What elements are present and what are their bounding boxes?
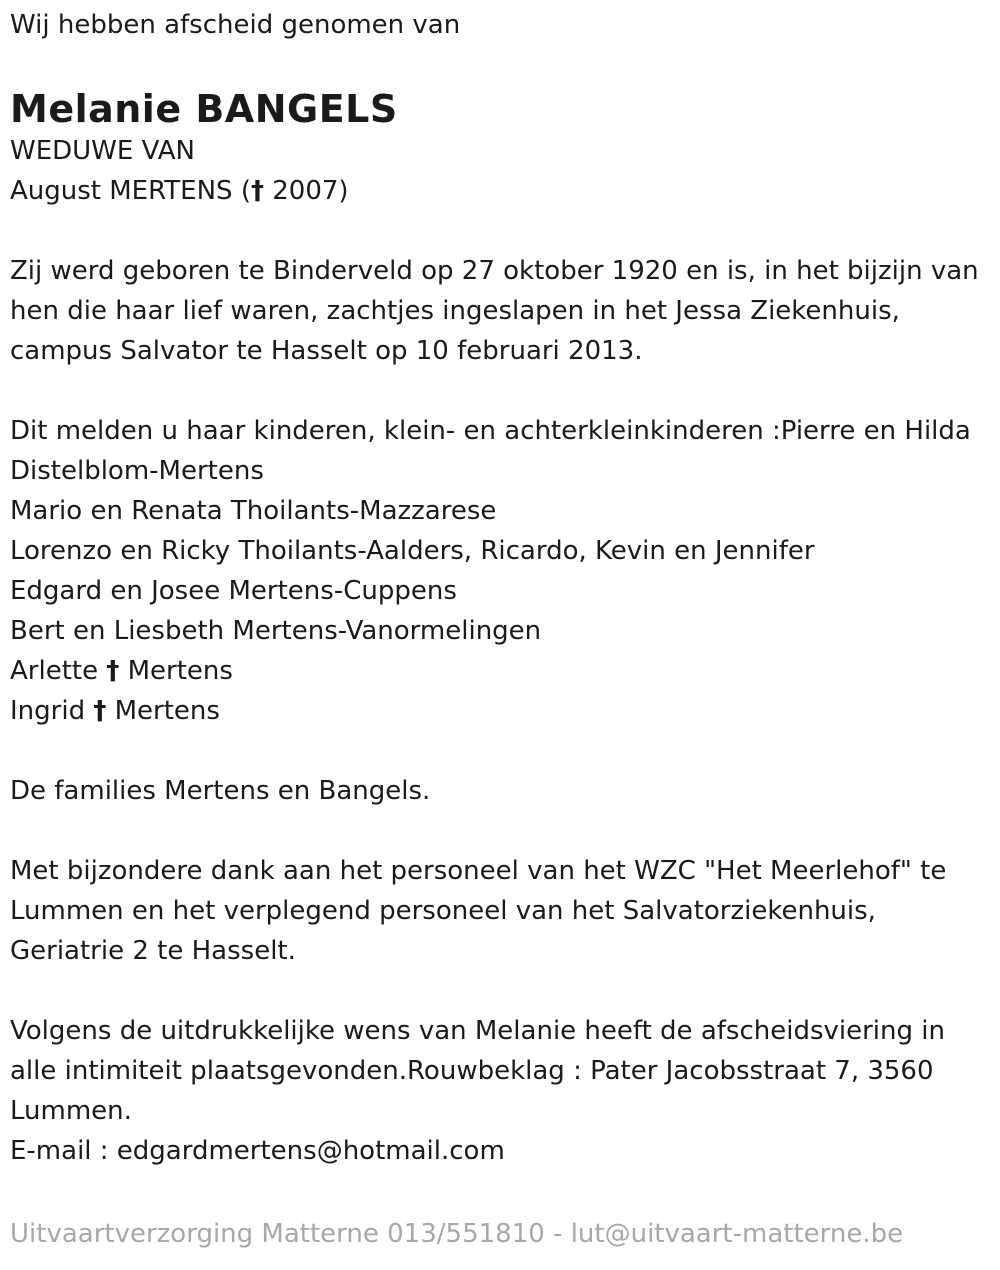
spacer [10, 371, 995, 411]
wishes-line: Lummen. [10, 1096, 132, 1126]
announcer-line: Dit melden u haar kinderen, klein- en achterkleinkinderen :Pierre en Hilda [10, 416, 971, 446]
obituary-notice [10, 5, 995, 1171]
child-first-name: Arlette [10, 656, 107, 686]
spacer [10, 211, 995, 251]
child-last-name: Mertens [119, 656, 233, 686]
announcer-line: Lorenzo en Ricky Thoilants-Aalders, Ricardo, Kevin en Jennifer [10, 536, 815, 566]
announcer-line: Bert en Liesbeth Mertens-Vanormelingen [10, 616, 542, 646]
paragraph-line: Zij werd geboren te Binderveld op 27 oktober 1920 en is, in het bijzijn van [10, 256, 979, 286]
birth-paragraph [10, 251, 995, 371]
spacer [10, 971, 995, 1011]
intro-text: Wij hebben afscheid genomen van [10, 10, 461, 40]
announcer-line: Distelblom-Mertens [10, 456, 264, 486]
thanks-paragraph [10, 851, 995, 971]
wishes-line: Volgens de uitdrukkelijke wens van Melanie heeft de afscheidsviering in [10, 1016, 945, 1046]
thanks-line: Lummen en het verplegend personeel van het Salvatorziekenhuis, [10, 896, 876, 926]
paragraph-line: hen die haar lief waren, zachtjes ingeslapen in het Jessa Ziekenhuis, [10, 296, 900, 326]
announcers-list [10, 411, 995, 731]
cross-icon: † [106, 656, 120, 686]
deceased-name: Melanie BANGELS [10, 87, 398, 131]
wishes-line: alle intimiteit plaatsgevonden.Rouwbeklag : Pater Jacobsstraat 7, 3560 [10, 1056, 934, 1086]
cross-icon: † [93, 696, 107, 726]
cross-icon: † [250, 176, 264, 206]
thanks-line: Geriatrie 2 te Hasselt. [10, 936, 296, 966]
relation-label: WEDUWE VAN [10, 136, 195, 166]
thanks-line: Met bijzondere dank aan het personeel van het WZC "Het Meerlehof" te [10, 856, 947, 886]
paragraph-line: campus Salvator te Hasselt op 10 februari 2013. [10, 336, 643, 366]
deceased-child-line [10, 691, 995, 731]
families-line: De families Mertens en Bangels. [10, 776, 431, 806]
email-line: E-mail : edgardmertens@hotmail.com [10, 1136, 505, 1166]
spacer [10, 811, 995, 851]
child-last-name: Mertens [106, 696, 220, 726]
funeral-home-footer: Uitvaartverzorging Matterne 013/551810 - lut@uitvaart-matterne.be [10, 1219, 904, 1249]
wishes-paragraph [10, 1011, 995, 1171]
child-first-name: Ingrid [10, 696, 94, 726]
spouse-name: August MERTENS ( [10, 176, 251, 206]
announcer-line: Edgard en Josee Mertens-Cuppens [10, 576, 457, 606]
announcer-line: Mario en Renata Thoilants-Mazzarese [10, 496, 497, 526]
deceased-child-line [10, 651, 995, 691]
spacer [10, 731, 995, 771]
spouse-death-year: 2007) [263, 176, 349, 206]
spouse-line [10, 171, 995, 211]
